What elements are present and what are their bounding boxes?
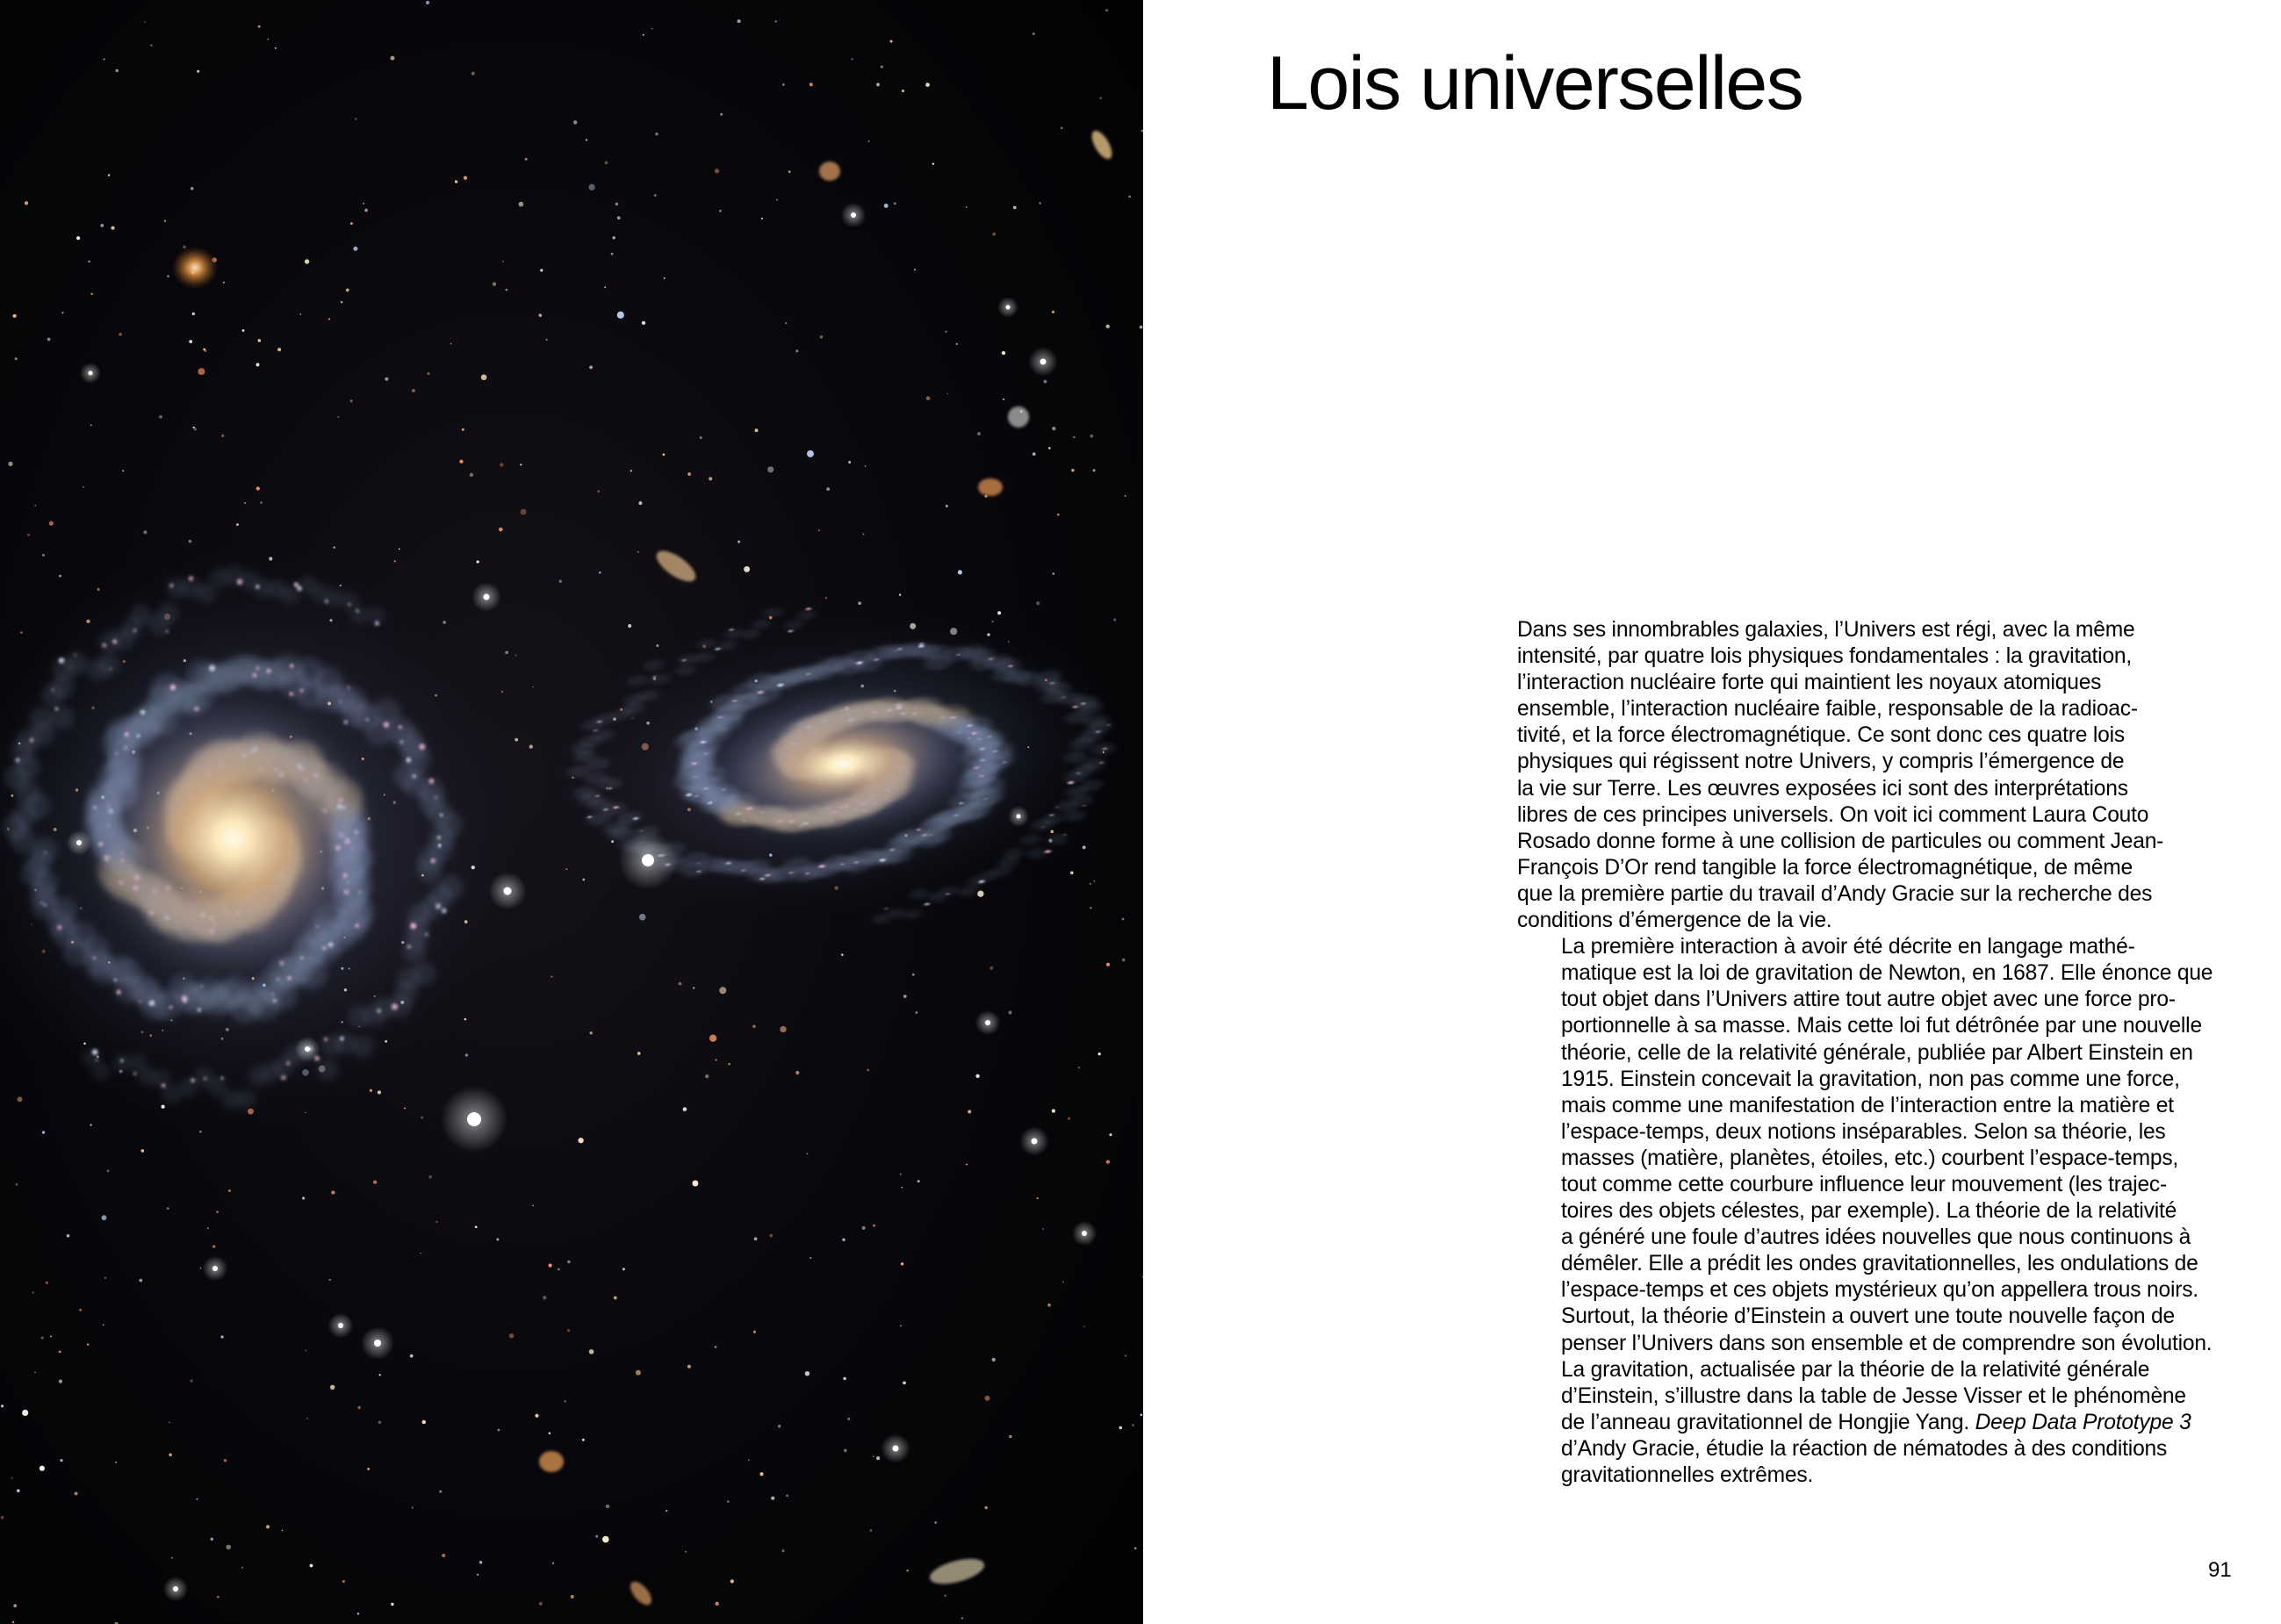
- text-line: François D’Or rend tangible la force électromagnétique, de même: [1517, 855, 2133, 880]
- text-page: [1143, 0, 2281, 1624]
- page-title: Lois universelles: [1267, 41, 1803, 126]
- text-line: La première interaction à avoir été décrite en langage mathé-: [1561, 935, 2135, 959]
- text-line: ensemble, l’interaction nucléaire faible, responsable de la radioac-: [1517, 697, 2138, 722]
- text-line: libres de ces principes universels. On voit ici comment Laura Couto: [1517, 802, 2149, 827]
- text-line: l’interaction nucléaire forte qui maintient les noyaux atomiques: [1517, 671, 2102, 695]
- text-line: toires des objets célestes, par exemple). La théorie de la relativité: [1561, 1199, 2177, 1224]
- text-line: Surtout, la théorie d’Einstein a ouvert une toute nouvelle façon de: [1561, 1304, 2175, 1329]
- text-line: gravitationnelles extrêmes.: [1561, 1463, 1814, 1487]
- text-line: mais comme une manifestation de l’interaction entre la matière et: [1561, 1093, 2174, 1117]
- text-line: la vie sur Terre. Les œuvres exposées ici sont des interprétations: [1517, 776, 2128, 801]
- text-line: que la première partie du travail d’Andy Gracie sur la recherche des: [1517, 881, 2153, 906]
- artwork-title: Deep Data Prototype 3: [1975, 1410, 2191, 1434]
- text-line: Dans ses innombrables galaxies, l’Univers est régi, avec la même: [1517, 618, 2135, 642]
- page-number: 91: [2208, 1558, 2232, 1582]
- text-line: tout comme cette courbure influence leur mouvement (les trajec-: [1561, 1172, 2168, 1196]
- text-line: physiques qui régissent notre Univers, y compris l’émergence de: [1517, 750, 2125, 774]
- text-line: conditions d’émergence de la vie.: [1517, 909, 1832, 933]
- text-line: Rosado donne forme à une collision de particules ou comment Jean-: [1517, 829, 2164, 853]
- text-line: masses (matière, planètes, étoiles, etc.) courbent l’espace-temps,: [1561, 1146, 2179, 1170]
- article-body: [1517, 617, 2237, 1489]
- text-line: La gravitation, actualisée par la théorie de la relativité générale: [1561, 1357, 2150, 1382]
- text-line: tout objet dans l’Univers attire tout autre objet avec une force pro-: [1561, 988, 2176, 1012]
- text-line: matique est la loi de gravitation de Newton, en 1687. Elle énonce que: [1561, 961, 2213, 986]
- paragraph-1: [1517, 617, 2237, 934]
- text-line: portionnelle à sa masse. Mais cette loi fut détrônée par une nouvelle: [1561, 1014, 2202, 1038]
- text-line-part: de l’anneau gravitationnel de Hongjie Yang.: [1561, 1410, 1969, 1434]
- text-line: penser l’Univers dans son ensemble et de comprendre son évolution.: [1561, 1331, 2213, 1355]
- text-line: 1915. Einstein concevait la gravitation, non pas comme une force,: [1561, 1067, 2180, 1091]
- text-line: intensité, par quatre lois physiques fondamentales : la gravitation,: [1517, 644, 2133, 669]
- text-line: démêler. Elle a prédit les ondes gravitationnelles, les ondulations de: [1561, 1252, 2198, 1276]
- text-line: a généré une foule d’autres idées nouvelles que nous continuons à: [1561, 1225, 2191, 1250]
- text-line: d’Andy Gracie, étudie la réaction de nématodes à des conditions: [1561, 1436, 2168, 1461]
- text-line: tivité, et la force électromagnétique. Ce sont donc ces quatre lois: [1517, 723, 2126, 748]
- text-line: théorie, celle de la relativité générale, publiée par Albert Einstein en: [1561, 1040, 2193, 1065]
- text-line: d’Einstein, s’illustre dans la table de Jesse Visser et le phénomène: [1561, 1383, 2186, 1408]
- text-line-with-title: [1517, 1410, 2237, 1436]
- text-line: l’espace-temps et ces objets mystérieux qu’on appellera trous noirs.: [1561, 1278, 2198, 1303]
- text-line: l’espace-temps, deux notions inséparables. Selon sa théorie, les: [1561, 1119, 2166, 1144]
- paragraph-2: [1517, 934, 2237, 1489]
